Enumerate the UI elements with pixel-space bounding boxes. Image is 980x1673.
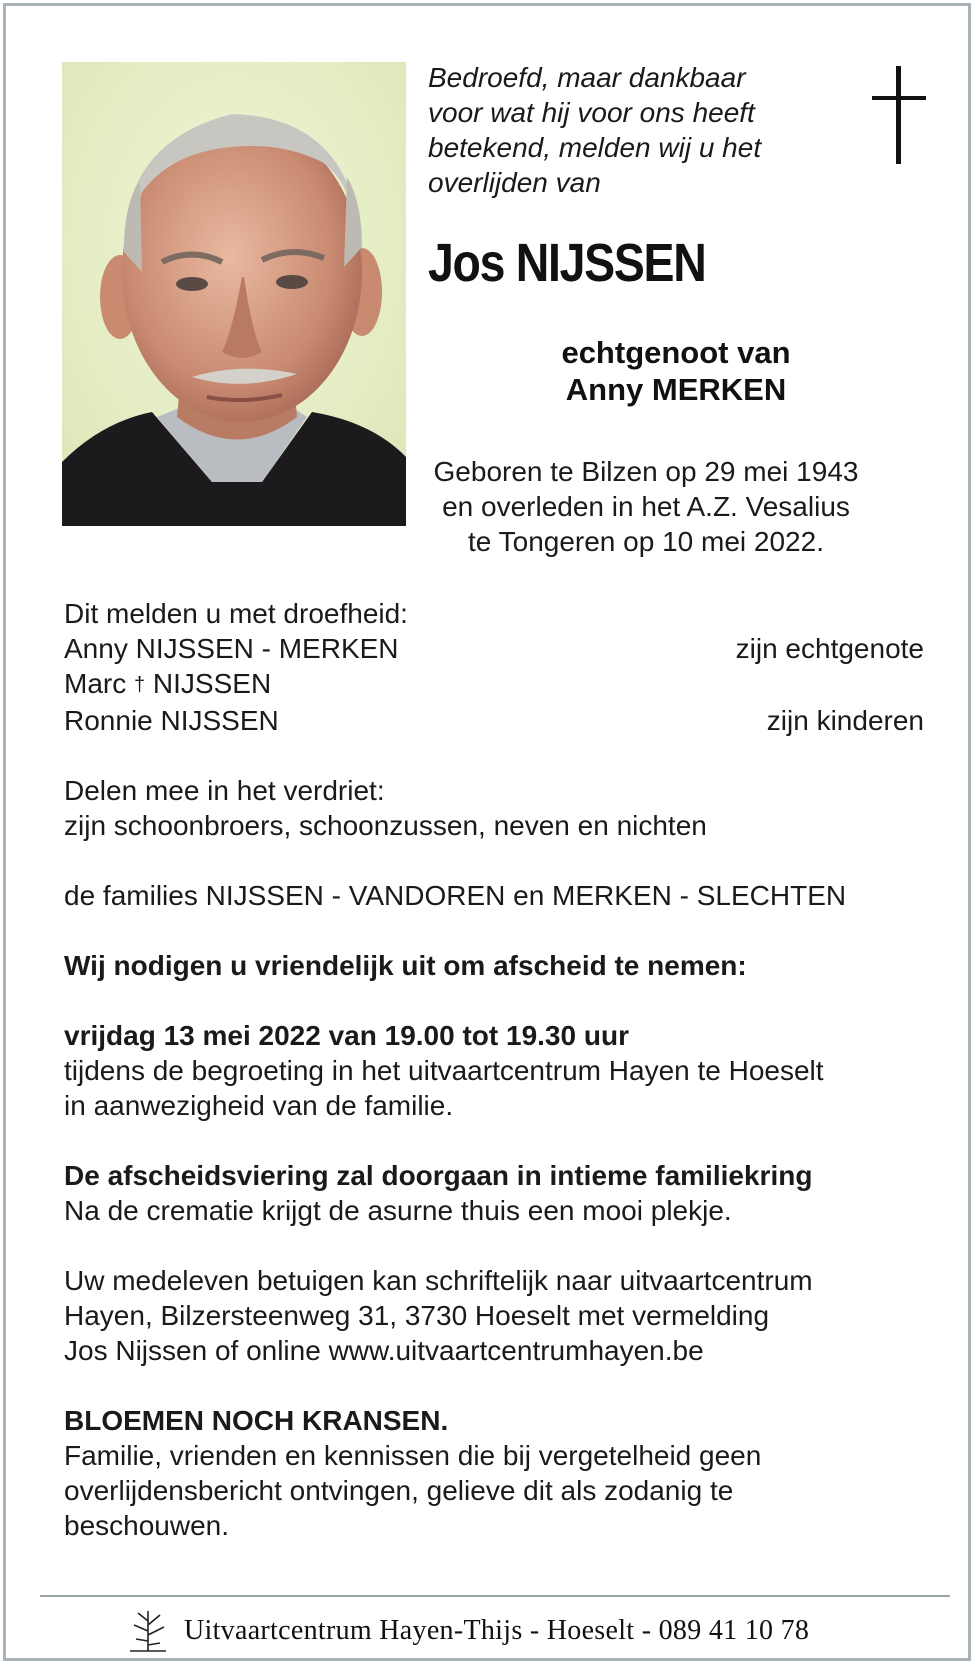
announce-heading: Dit melden u met droefheid: [64,598,408,629]
intro-line: betekend, melden wij u het [428,132,762,163]
condolence-line: Jos Nijssen of online www.uitvaartcentrumhayen.be [64,1335,704,1366]
deceased-name: Jos NIJSSEN [428,233,706,293]
spouse-label: echtgenoot van [561,335,791,370]
share-line: zijn schoonbroers, schoonzussen, neven en nichten [64,810,707,841]
invite-line: in aanwezigheid van de familie. [64,1090,454,1121]
cross-icon [868,66,928,166]
announcement-body [64,596,924,1543]
share-heading: Delen mee in het verdriet: [64,775,385,806]
footer-divider [40,1595,950,1597]
birth-death-info [416,454,876,559]
family-relation: zijn echtgenote [735,633,924,664]
family-row [64,631,924,666]
spouse-name: Anny MERKEN [565,372,787,407]
intro-line: Bedroefd, maar dankbaar [428,62,746,93]
family-relation: zijn kinderen [766,705,924,736]
birth-line: en overleden in het A.Z. Vesalius [442,491,850,522]
flowers-line: beschouwen. [64,1510,230,1541]
flowers-line: Familie, vrienden en kennissen die bij vergetelheid geen [64,1440,762,1471]
family-name: Ronnie NIJSSEN [64,705,279,736]
family-name-first: Marc [64,668,127,699]
footer [126,1606,809,1656]
footer-text: Uitvaartcentrum Hayen-Thijs - Hoeselt - 089 41 10 78 [184,1615,810,1646]
invite-heading: Wij nodigen u vriendelijk uit om afscheid te nemen: [64,950,747,981]
family-row [64,666,924,703]
ceremony-line: Na de crematie krijgt de asurne thuis een mooi plekje. [64,1195,732,1226]
spouse-block [476,334,876,408]
intro-line: overlijden van [428,167,601,198]
families-line: de families NIJSSEN - VANDOREN en MERKEN - SLECHTEN [64,880,847,911]
flowers-line: overlijdensbericht ontvingen, gelieve dit als zodanig te [64,1475,734,1506]
portrait-photo [62,62,406,526]
intro-text [428,60,818,200]
intro-line: voor wat hij voor ons heeft [428,97,755,128]
birth-line: te Tongeren op 10 mei 2022. [468,526,824,557]
family-name: Anny NIJSSEN - MERKEN [64,633,399,664]
birth-line: Geboren te Bilzen op 29 mei 1943 [433,456,859,487]
condolence-line: Uw medeleven betuigen kan schriftelijk naar uitvaartcentrum [64,1265,813,1296]
small-cross-icon: † [134,674,146,696]
condolence-line: Hayen, Bilzersteenweg 31, 3730 Hoeselt met vermelding [64,1300,770,1331]
family-name-last: NIJSSEN [152,668,272,699]
tree-logo-icon [126,1607,170,1655]
invite-line: tijdens de begroeting in het uitvaartcentrum Hayen te Hoeselt [64,1055,824,1086]
ceremony-heading: De afscheidsviering zal doorgaan in intieme familiekring [64,1160,813,1191]
obituary-card [3,3,971,1661]
family-row [64,703,924,738]
flowers-heading: BLOEMEN NOCH KRANSEN. [64,1405,449,1436]
invite-date: vrijdag 13 mei 2022 van 19.00 tot 19.30 uur [64,1020,629,1051]
